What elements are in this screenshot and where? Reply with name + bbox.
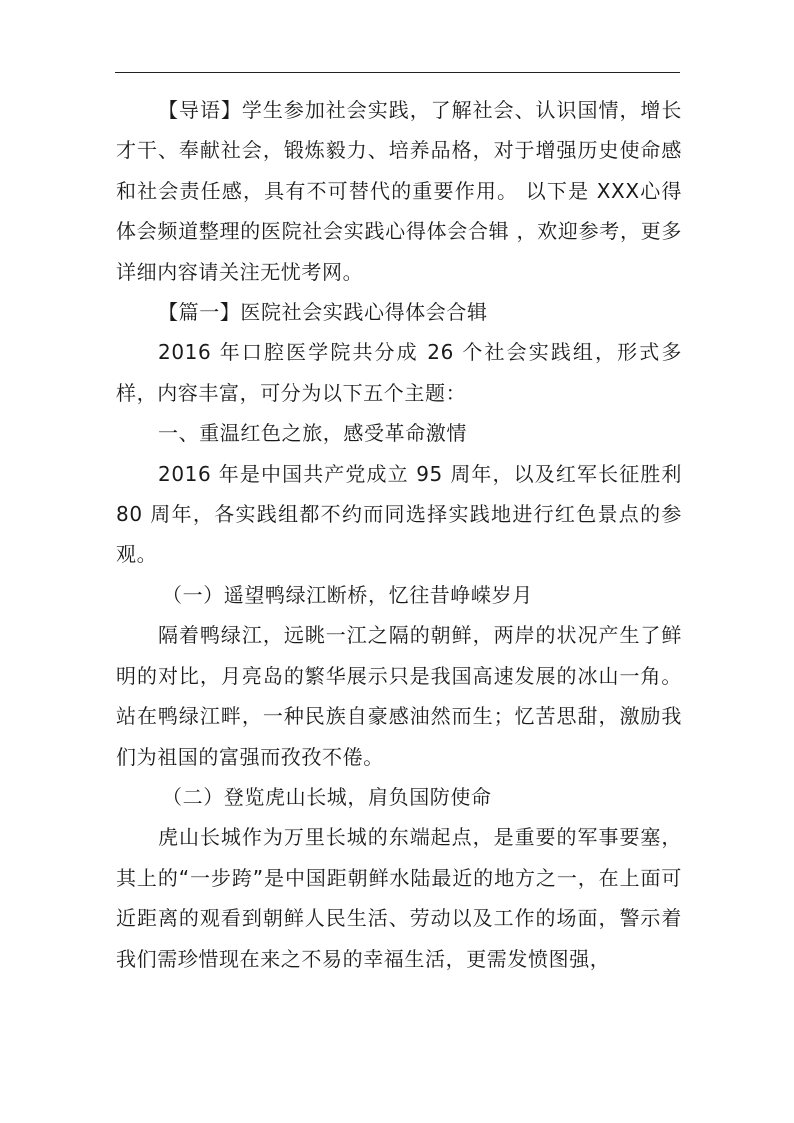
section-title: 【篇一】医院社会实践心得体会合辑: [158, 300, 488, 325]
header-rule: [115, 72, 680, 73]
subheading: 一、重温红色之旅，感受革命激情: [158, 421, 467, 446]
document-body: [116, 90, 682, 979]
body-paragraph: 隔着鸭绿江，远眺一江之隔的朝鲜，两岸的状况产生了鲜明的对比，月亮岛的繁华展示只是我国高速发展的冰山一角。站在鸭绿江畔，一种民族自豪感油然而生；忆苦思甜，激励我们为祖国的富强而孜孜不倦。: [116, 623, 682, 769]
intro-paragraph: 【导语】学生参加社会实践，了解社会、认识国情，增长才干、奉献社会，锻炼毅力、培养品格，对于增强历史使命感和社会责任感，具有不可替代的重要作用。 以下是 XXX心得体会频道整理的医院社会实践心得体会合辑 ，欢迎参考，更多详细内容请关注无忧考网。: [116, 98, 682, 284]
body-paragraph: 2016 年是中国共产党成立 95 周年，以及红军长征胜利 80 周年，各实践组都不约而同选择实践地进行红色景点的参观。: [116, 461, 682, 567]
subheading: （一）遥望鸭绿江断桥，忆往昔峥嵘岁月: [162, 582, 533, 607]
subheading: （二）登览虎山长城，肩负国防使命: [162, 784, 492, 809]
body-paragraph: 2016 年口腔医学院共分成 26 个社会实践组，形式多样，内容丰富，可分为以下五个主题：: [116, 340, 682, 405]
body-paragraph: 虎山长城作为万里长城的东端起点，是重要的军事要塞，其上的“一步跨”是中国距朝鲜水陆最近的地方之一，在上面可近距离的观看到朝鲜人民生活、劳动以及工作的场面，警示着我们需珍惜现在来之不易的幸福生活，更需发愤图强，: [116, 825, 682, 971]
